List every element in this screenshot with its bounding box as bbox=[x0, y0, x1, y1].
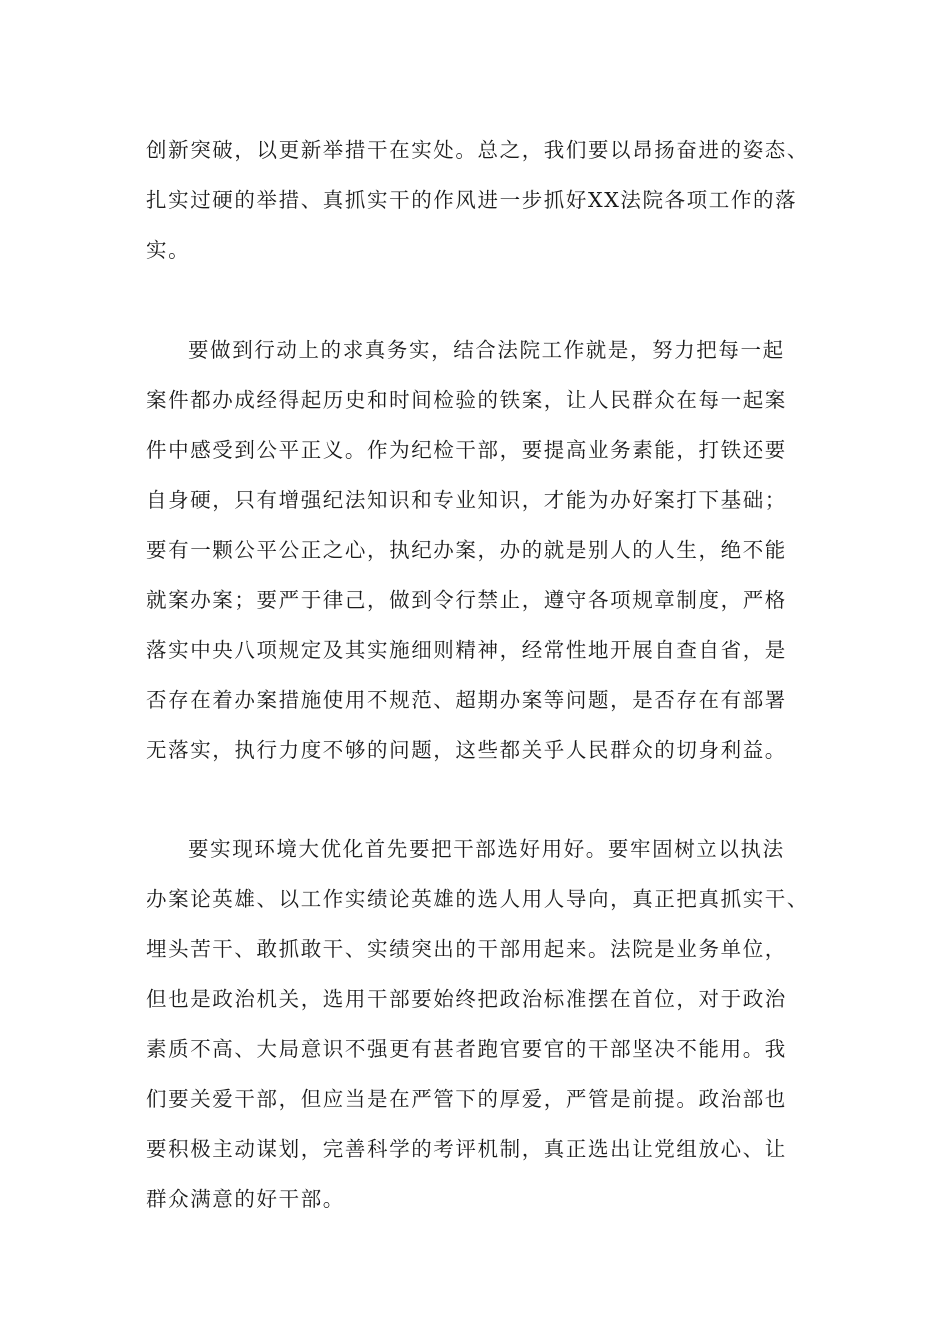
paragraph-2-line-3: 件中感受到公平正义。作为纪检干部，要提高业务素能，打铁还要 bbox=[146, 438, 787, 462]
paragraph-3-line-4: 但也是政治机关，选用干部要始终把政治标准摆在首位，对于政治 bbox=[146, 987, 787, 1011]
paragraph-3-line-6: 们要关爱干部，但应当是在严管下的厚爱，严管是前提。政治部也 bbox=[146, 1087, 787, 1111]
paragraph-3-line-3: 埋头苦干、敢抓敢干、实绩突出的干部用起来。法院是业务单位， bbox=[146, 937, 787, 961]
paragraph-3-line-8: 群众满意的好干部。 bbox=[146, 1187, 345, 1211]
paragraph-2-line-1: 要做到行动上的求真务实，结合法院工作就是，努力把每一起 bbox=[188, 338, 785, 362]
paragraph-1-line-3: 实。 bbox=[146, 238, 191, 262]
paragraph-2-line-7: 落实中央八项规定及其实施细则精神，经常性地开展自查自省，是 bbox=[146, 638, 787, 662]
paragraph-2-line-2: 案件都办成经得起历史和时间检验的铁案，让人民群众在每一起案 bbox=[146, 388, 787, 412]
paragraph-1-line-1: 创新突破，以更新举措干在实处。总之，我们要以昂扬奋进的姿态、 bbox=[146, 138, 809, 162]
paragraph-2-line-4: 自身硬，只有增强纪法知识和专业知识，才能为办好案打下基础； bbox=[146, 488, 787, 512]
paragraph-3-line-1: 要实现环境大优化首先要把干部选好用好。要牢固树立以执法 bbox=[188, 837, 785, 861]
paragraph-2-line-5: 要有一颗公平公正之心，执纪办案，办的就是别人的人生，绝不能 bbox=[146, 538, 787, 562]
paragraph-3-line-2: 办案论英雄、以工作实绩论英雄的选人用人导向，真正把真抓实干、 bbox=[146, 887, 809, 911]
paragraph-1-line-2: 扎实过硬的举措、真抓实干的作风进一步抓好XX法院各项工作的落 bbox=[146, 188, 798, 212]
paragraph-2-line-9: 无落实，执行力度不够的问题，这些都关乎人民群众的切身利益。 bbox=[146, 738, 787, 762]
paragraph-3-line-5: 素质不高、大局意识不强更有甚者跑官要官的干部坚决不能用。我 bbox=[146, 1037, 787, 1061]
paragraph-2-line-6: 就案办案；要严于律己，做到令行禁止，遵守各项规章制度，严格 bbox=[146, 588, 787, 612]
paragraph-3-line-7: 要积极主动谋划，完善科学的考评机制，真正选出让党组放心、让 bbox=[146, 1137, 787, 1161]
paragraph-2-line-8: 否存在着办案措施使用不规范、超期办案等问题，是否存在有部署 bbox=[146, 688, 787, 712]
